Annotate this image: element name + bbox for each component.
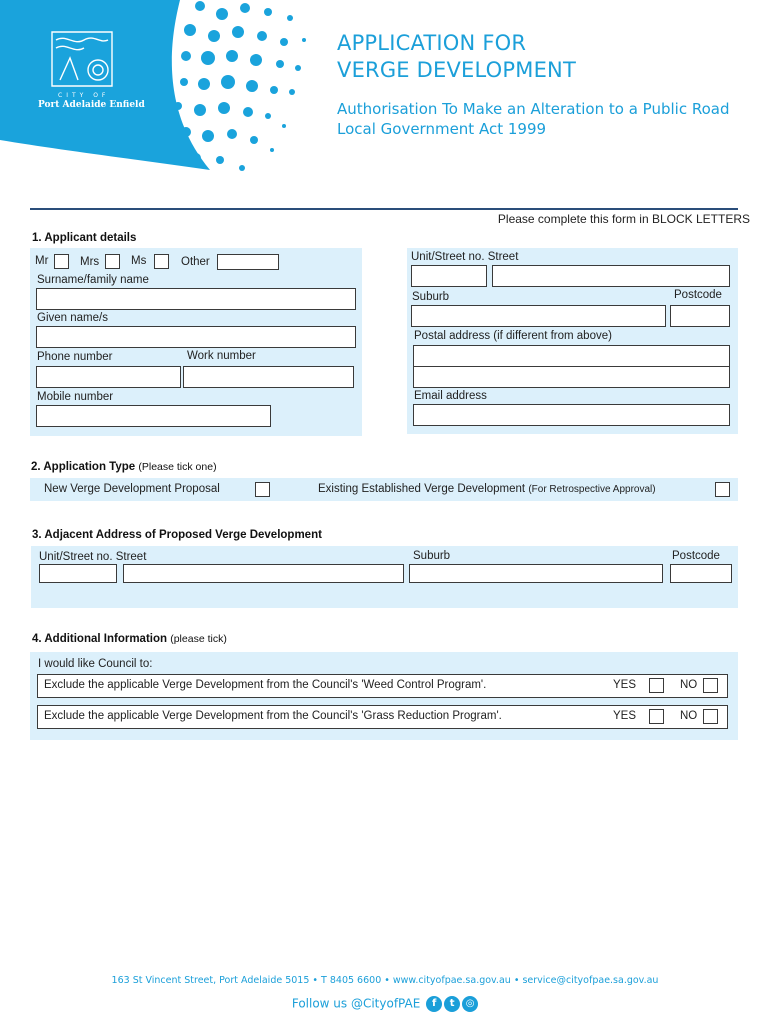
existing-development-label	[318, 483, 656, 495]
grass-reduction-no-label: NO	[680, 710, 698, 722]
postal-address-field-2[interactable]	[413, 366, 730, 388]
street-field[interactable]	[492, 265, 730, 287]
other-title-field[interactable]	[217, 254, 279, 270]
section2-heading	[31, 461, 217, 473]
block-letters-note: Please complete this form in BLOCK LETTERS	[497, 212, 750, 226]
work-number-label: Work number	[187, 350, 256, 362]
facebook-icon[interactable]: f	[426, 996, 442, 1012]
footer-follow	[0, 996, 770, 1012]
new-proposal-checkbox[interactable]	[255, 482, 270, 497]
additional-info-intro: I would like Council to:	[38, 658, 153, 670]
existing-development-text: Existing Established Verge Development	[318, 483, 526, 495]
header-logo-graphic	[0, 0, 320, 180]
section4-heading-text: 4. Additional Information	[32, 633, 168, 645]
existing-development-checkbox[interactable]	[715, 482, 730, 497]
adjacent-postcode-label: Postcode	[672, 550, 720, 562]
follow-us-text: Follow us @CityofPAE	[291, 996, 421, 1011]
new-proposal-label: New Verge Development Proposal	[44, 483, 220, 495]
mrs-checkbox[interactable]	[105, 254, 120, 269]
surname-label: Surname/family name	[37, 274, 149, 286]
grass-reduction-text: Exclude the applicable Verge Development from the Council's 'Grass Reduction Program'.	[44, 710, 502, 722]
instagram-icon[interactable]: ◎	[462, 996, 478, 1012]
adjacent-street-field[interactable]	[123, 564, 404, 583]
postal-address-field-1[interactable]	[413, 345, 730, 367]
page-subtitle-line1: Authorisation To Make an Alteration to a Public Road	[337, 100, 730, 118]
section3-heading: 3. Adjacent Address of Proposed Verge Development	[32, 529, 322, 541]
footer-contact: 163 St Vincent Street, Port Adelaide 5015 • T 8405 6600 • www.cityofpae.sa.gov.au • service@cityofpae.sa.gov.au	[111, 975, 659, 986]
given-names-field[interactable]	[36, 326, 356, 348]
section4-heading-note: (please tick)	[170, 633, 227, 645]
page-title-line1: APPLICATION FOR	[337, 31, 527, 55]
adjacent-suburb-label: Suburb	[413, 550, 451, 562]
logo-small-text: CITY OF	[58, 92, 110, 99]
email-label: Email address	[414, 390, 487, 402]
mr-label: Mr	[35, 255, 49, 267]
unit-no-field[interactable]	[411, 265, 487, 287]
ms-label: Ms	[131, 255, 147, 267]
ms-checkbox[interactable]	[154, 254, 169, 269]
suburb-field[interactable]	[411, 305, 666, 327]
phone-label: Phone number	[37, 351, 113, 363]
suburb-label: Suburb	[412, 291, 450, 303]
mobile-field[interactable]	[36, 405, 271, 427]
mobile-label: Mobile number	[37, 391, 114, 403]
unit-street-label: Unit/Street no. Street	[411, 251, 519, 263]
other-label: Other	[181, 256, 210, 268]
surname-field[interactable]	[36, 288, 356, 310]
email-field[interactable]	[413, 404, 730, 426]
weed-control-no-label: NO	[680, 679, 698, 691]
mr-checkbox[interactable]	[54, 254, 69, 269]
section2-heading-note: (Please tick one)	[138, 461, 217, 473]
section4-heading	[32, 633, 227, 645]
page-title-line2: VERGE DEVELOPMENT	[337, 58, 576, 82]
adjacent-postcode-field[interactable]	[670, 564, 732, 583]
header-divider	[30, 208, 738, 210]
existing-development-note: (For Retrospective Approval)	[528, 484, 656, 495]
mrs-label: Mrs	[80, 256, 100, 268]
postcode-field[interactable]	[670, 305, 730, 327]
page-subtitle-line2: Local Government Act 1999	[337, 120, 547, 138]
logo-name: Port Adelaide Enfield	[38, 100, 145, 110]
weed-control-yes-checkbox[interactable]	[649, 678, 664, 693]
weed-control-text: Exclude the applicable Verge Development from the Council's 'Weed Control Program'.	[44, 679, 487, 691]
phone-field[interactable]	[36, 366, 181, 388]
postcode-label: Postcode	[674, 289, 722, 301]
grass-reduction-yes-checkbox[interactable]	[649, 709, 664, 724]
adjacent-unit-street-label: Unit/Street no. Street	[39, 551, 147, 563]
grass-reduction-yes-label: YES	[613, 710, 637, 722]
section2-heading-text: 2. Application Type	[31, 461, 136, 473]
given-names-label: Given name/s	[37, 312, 108, 324]
grass-reduction-no-checkbox[interactable]	[703, 709, 718, 724]
section1-heading: 1. Applicant details	[32, 232, 137, 244]
weed-control-no-checkbox[interactable]	[703, 678, 718, 693]
adjacent-unit-no-field[interactable]	[39, 564, 117, 583]
postal-address-label: Postal address (if different from above)	[414, 330, 612, 342]
twitter-icon[interactable]: t	[444, 996, 460, 1012]
adjacent-suburb-field[interactable]	[409, 564, 663, 583]
work-number-field[interactable]	[183, 366, 354, 388]
weed-control-yes-label: YES	[613, 679, 637, 691]
